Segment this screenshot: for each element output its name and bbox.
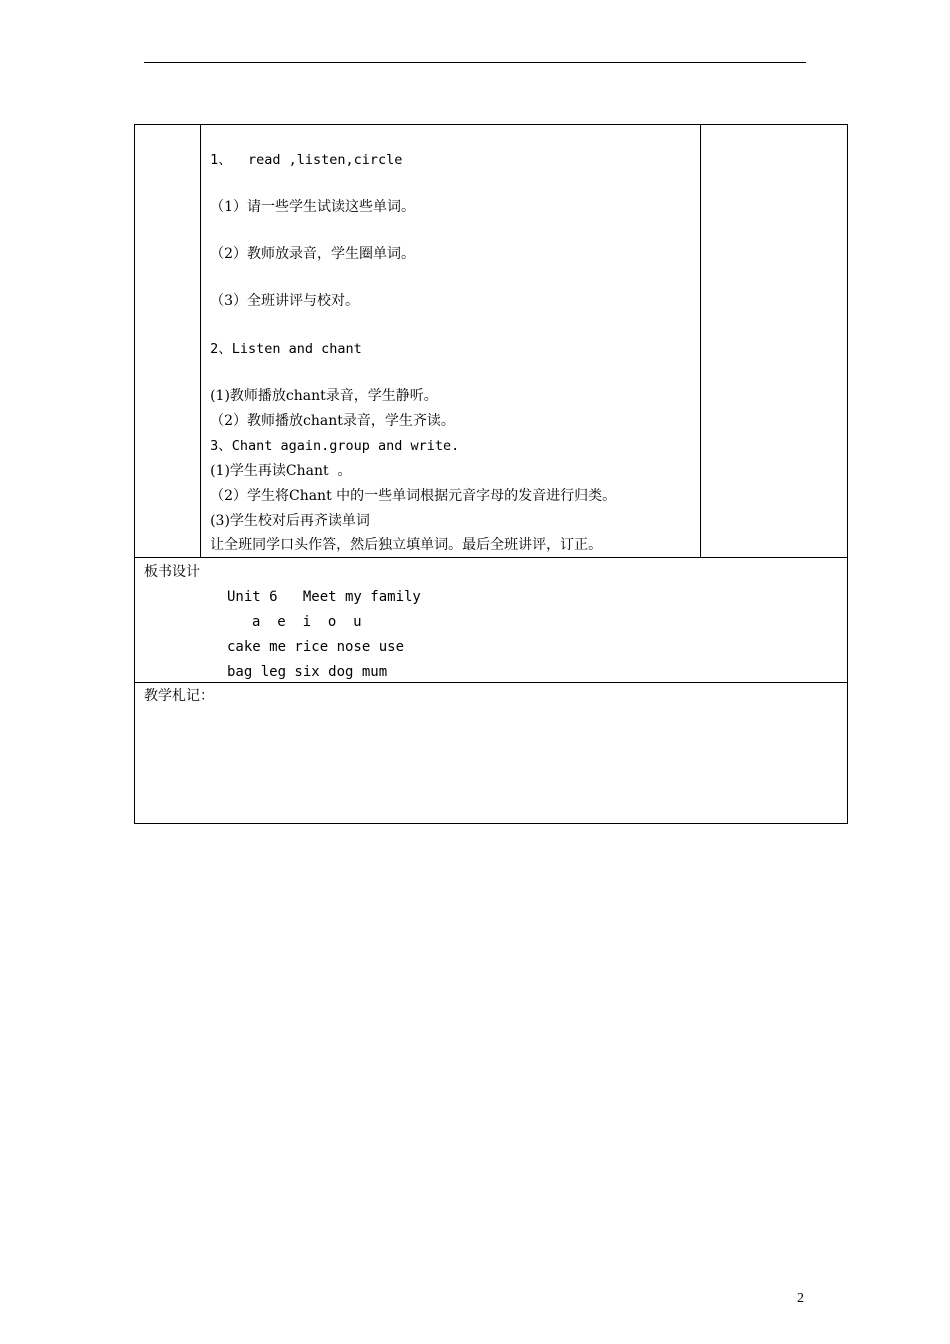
board-design-label: 板书设计 <box>144 564 200 580</box>
board-long-vowel-words: cake me rice nose use <box>227 639 405 655</box>
page-number: 2 <box>797 1291 804 1306</box>
step-1-item-2: （2）教师放录音，学生圈单词。 <box>210 246 415 262</box>
step-3-item-4: 让全班同学口头作答，然后独立填单词。最后全班讲评，订正。 <box>210 537 603 553</box>
step-2-heading: 2、Listen and chant <box>210 341 362 357</box>
step-3-item-3: (3)学生校对后再齐读单词 <box>210 513 370 529</box>
step-1-item-3: （3）全班讲评与校对。 <box>210 293 359 309</box>
procedure-left-cell <box>135 125 201 558</box>
lesson-plan-table <box>134 124 848 824</box>
step-1-item-1: （1）请一些学生试读这些单词。 <box>210 199 415 215</box>
board-title: Unit 6 Meet my family <box>227 589 421 605</box>
procedure-row <box>135 125 848 558</box>
board-vowels: a e i o u <box>252 614 362 630</box>
board-short-vowel-words: bag leg six dog mum <box>227 664 388 680</box>
step-3-heading: 3、Chant again.group and write. <box>210 438 460 454</box>
step-2-item-2: （2）教师播放chant录音，学生齐读。 <box>210 413 455 429</box>
teaching-notes-row <box>135 683 848 824</box>
teaching-notes-label: 教学札记： <box>144 688 214 704</box>
step-3-item-1: (1)学生再读Chant 。 <box>210 463 352 479</box>
step-1-heading: 1、 read ,listen,circle <box>210 152 403 168</box>
step-2-item-1: (1)教师播放chant录音，学生静听。 <box>210 388 438 404</box>
board-design-cell <box>135 558 848 683</box>
board-design-row <box>135 558 848 683</box>
step-3-item-2: （2）学生将Chant 中的一些单词根据元音字母的发音进行归类。 <box>210 488 617 504</box>
procedure-right-cell <box>700 125 847 558</box>
teaching-notes-cell <box>135 683 848 824</box>
procedure-cell <box>201 125 701 558</box>
header-rule <box>144 62 806 63</box>
